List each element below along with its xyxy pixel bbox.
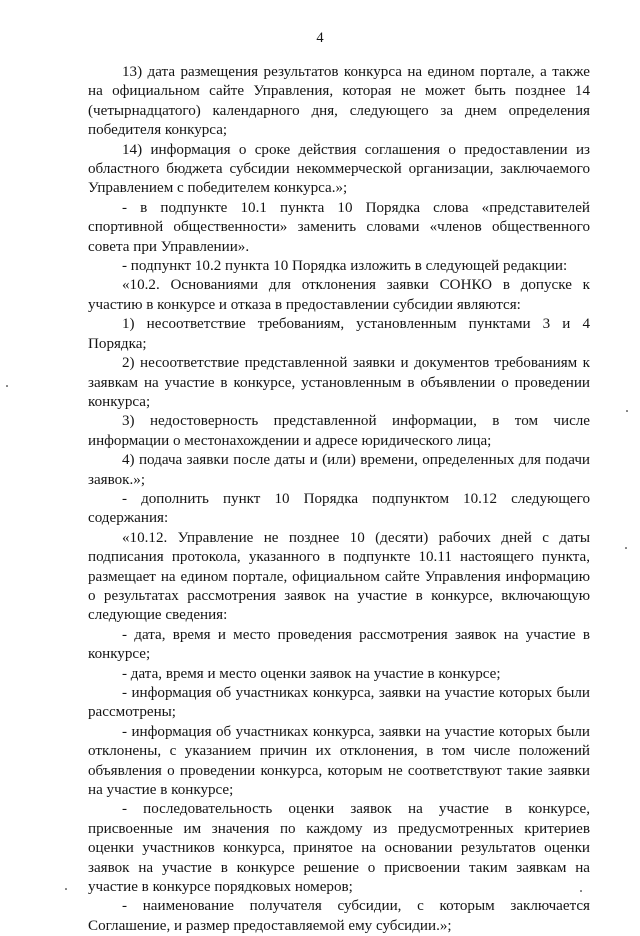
rejection-ground-3: 3) недостоверность представленной информации, в том числе информации о местонахождении и адресе юридического лица; bbox=[88, 413, 590, 449]
scan-speck bbox=[625, 547, 627, 549]
info-item-evaluation-date: - дата, время и место оценки заявок на участие в конкурсе; bbox=[122, 665, 501, 682]
scan-speck bbox=[580, 890, 582, 892]
subpoint-10-12-text: «10.12. Управление не позднее 10 (десяти) рабочих дней с даты подписания протокола, указанного в подпункте 10.11 настоящего пункта, размещает на едином портале, официальном сайте Управления информацию о результатах рассмотрения заявок на участие в конкурсе, включающую следующие сведения: bbox=[88, 529, 590, 624]
info-item-recipient-name: - наименование получателя субсидии, с которым заключается Соглашение, и размер предоставляемой ему субсидии.»; bbox=[88, 898, 590, 934]
item-14-agreement-term: 14) информация о сроке действия соглашения о предоставлении из областного бюджета субсидии некоммерческой организации, заключаемого Управлением с победителем конкурса.»; bbox=[88, 141, 590, 197]
scan-speck bbox=[626, 410, 628, 412]
rejection-ground-4: 4) подача заявки после даты и (или) времени, определенных для подачи заявок.»; bbox=[88, 452, 590, 488]
rejection-ground-2: 2) несоответствие представленной заявки и документов требованиям к заявкам на участие в конкурсе, установленным в объявлении о проведении конкурса; bbox=[88, 355, 590, 410]
info-item-reviewed-participants: - информация об участниках конкурса, заявки на участие которых были рассмотрены; bbox=[88, 685, 590, 721]
scan-speck bbox=[6, 385, 8, 387]
info-item-evaluation-order: - последовательность оценки заявок на участие в конкурсе, присвоенные им значения по каждому из предусмотренных критериев оценки участников конкурса, принятое на основании результатов оценки заявок на участие в конкурсе решение о присвоении таким заявкам на участие в конкурсе порядковых номеров; bbox=[88, 801, 590, 896]
info-item-rejected-participants: - информация об участниках конкурса, заявки на участие которых были отклонены, с указанием причин их отклонения, в том числе положений объявления о проведении конкурса, которым не соответствуют такие заявки на участие в конкурсе; bbox=[88, 723, 590, 799]
item-13-publication-date: 13) дата размещения результатов конкурса на едином портале, а также на официальном сайте Управления, которая не может быть позднее 14 (четырнадцатого) календарного дня, следующего за днем определения победителя конкурса; bbox=[88, 64, 590, 139]
amendment-subpoint-10-1: - в подпункте 10.1 пункта 10 Порядка слова «представителей спортивной общественности» заменить словами «членов общественного совета при Управлении». bbox=[88, 199, 590, 255]
rejection-ground-1: 1) несоответствие требованиям, установленным пунктами 3 и 4 Порядка; bbox=[88, 316, 590, 352]
document-body bbox=[88, 63, 590, 936]
subpoint-10-2-text: «10.2. Основаниями для отклонения заявки СОНКО в допуске к участию в конкурсе и отказа в предоставлении субсидии являются: bbox=[88, 277, 590, 313]
info-item-review-date: - дата, время и место проведения рассмотрения заявок на участие в конкурсе; bbox=[88, 626, 590, 663]
amendment-subpoint-10-12-intro: - дополнить пункт 10 Порядка подпунктом 10.12 следующего содержания: bbox=[88, 490, 590, 527]
amendment-subpoint-10-2-intro: - подпункт 10.2 пункта 10 Порядка изложить в следующей редакции: bbox=[122, 258, 568, 275]
scan-speck bbox=[65, 888, 67, 890]
page-number: 4 bbox=[316, 30, 324, 46]
